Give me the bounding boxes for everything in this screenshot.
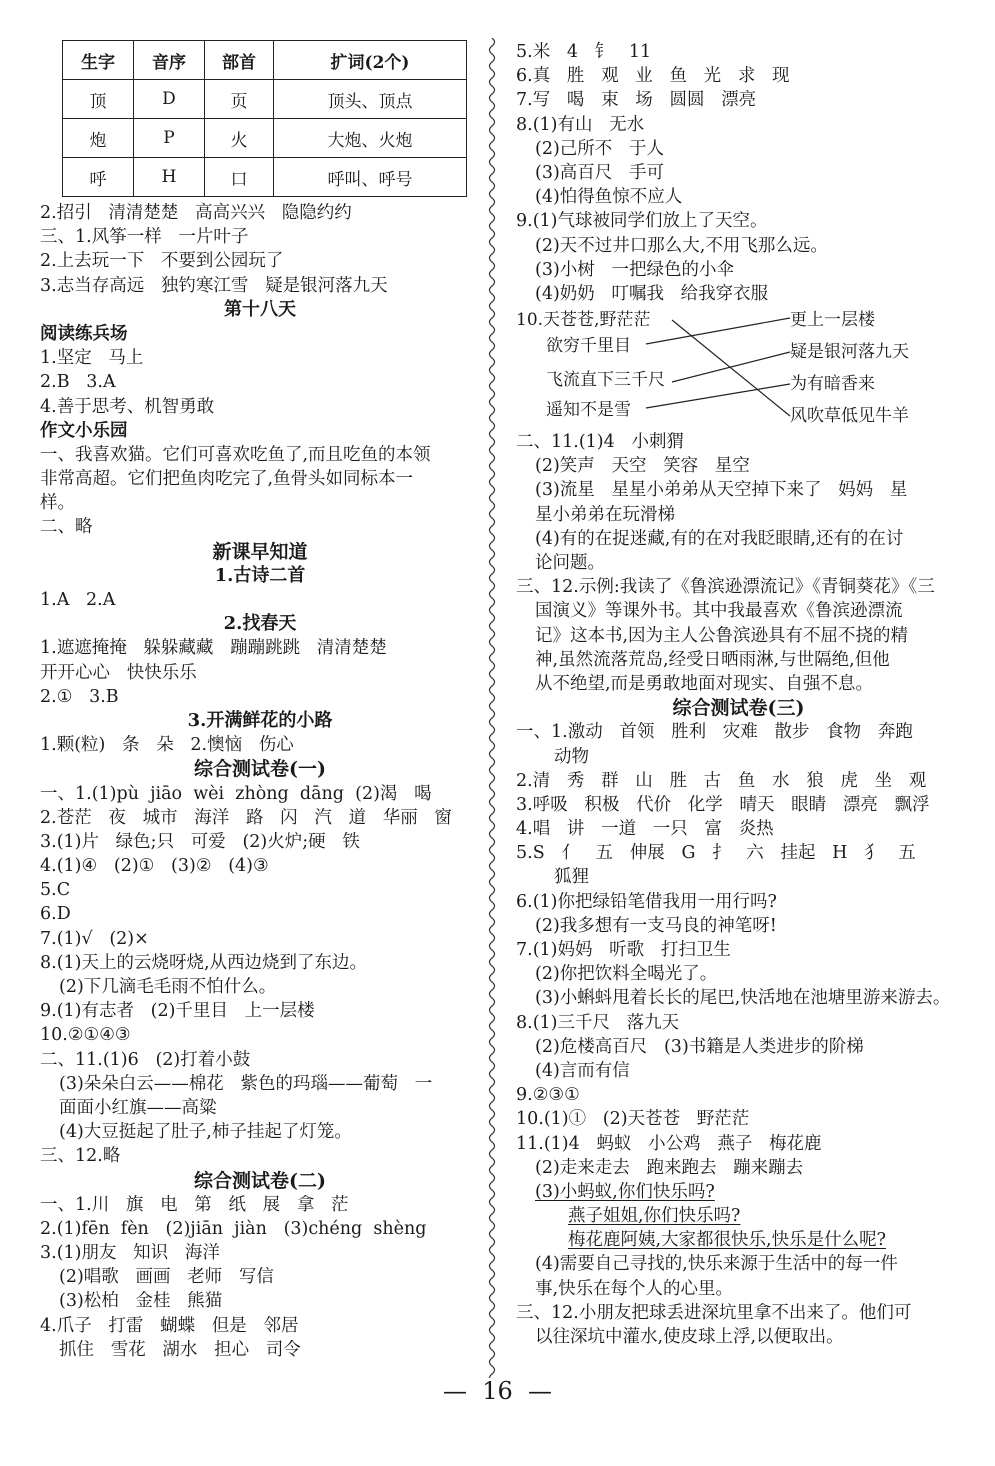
answer-line: 2.清 秀 群 山 胜 古 鱼 水 狼 虎 坐 观 (516, 770, 927, 791)
answer-line: 样。 (40, 493, 75, 514)
answer-line: (3)松柏 金桂 熊猫 (59, 1291, 223, 1312)
table-header-row (63, 41, 467, 80)
table-header: 部首 (205, 41, 274, 80)
answer-line: 9.(1)有志者 (2)千里目 上一层楼 (40, 1001, 315, 1022)
answer-line: 神,虽然流落荒岛,经受日晒雨淋,与世隔绝,但他 (535, 649, 890, 670)
underlined-answer: (3)小蚂蚁,你们快乐吗? (535, 1181, 715, 1202)
table-cell: 火 (205, 119, 274, 158)
answer-line: 论问题。 (535, 553, 605, 573)
answer-line: 国演义》等课外书。其中我最喜欢《鲁滨逊漂流 (535, 601, 903, 622)
answer-line: (3)朵朵白云——棉花 紫色的玛瑙——葡萄 一 (59, 1073, 433, 1094)
match-line (672, 352, 790, 382)
answer-line: 2.招引 清清楚楚 高高兴兴 隐隐约约 (40, 203, 352, 223)
answer-line: 记》这本书,因为主人公鲁滨逊具有不屈不挠的精 (535, 625, 909, 646)
answer-line: 抓住 雪花 湖水 担心 司令 (59, 1339, 301, 1360)
match-left-item: 10.天苍苍,野茫茫 (516, 310, 651, 331)
answer-line: 3.(1)片 绿色;只 可爱 (2)火炉;硬 铁 (40, 831, 360, 852)
answer-line: (3)流星 星星小弟弟从天空掉下来了 妈妈 星 (535, 480, 908, 501)
answer-line: 一、1.川 旗 电 第 纸 展 拿 茫 (40, 1194, 349, 1215)
answer-line: 5.S 亻 五 伸展 G 扌 六 挂起 H 犭 五 (516, 843, 916, 864)
answer-line: 开开心心 快快乐乐 (40, 662, 197, 683)
answer-line: (2)唱歌 画画 老师 写信 (59, 1267, 274, 1288)
answer-line: 星小弟弟在玩滑梯 (535, 504, 675, 525)
section-title: 新课早知道 (212, 540, 308, 563)
answer-line: (2)己所不 于人 (535, 138, 664, 159)
writing-section-title: 作文小乐园 (40, 420, 128, 441)
answer-line: (4)大豆挺起了肚子,柿子挂起了灯笼。 (59, 1122, 352, 1143)
answer-line: 二、11.(1)6 (2)打着小鼓 (40, 1049, 251, 1070)
answer-line: 8.(1)天上的云烧呀烧,从西边烧到了东边。 (40, 952, 368, 973)
answer-line: 7.(1)妈妈 听歌 打扫卫生 (516, 940, 731, 960)
answer-line: 二、略 (40, 517, 93, 538)
answer-line: 面面小红旗——高粱 (59, 1097, 217, 1118)
answer-line: (2)你把饮料全喝光了。 (535, 964, 718, 985)
table-cell: D (134, 80, 205, 119)
answer-line: (2)走来走去 跑来跑去 蹦来蹦去 (535, 1157, 804, 1178)
answer-line: 7.(1)√ (2)× (40, 928, 149, 949)
answer-line: 4.(1)④ (2)① (3)② (4)③ (40, 856, 269, 877)
table-cell: 呼 (63, 158, 134, 197)
answer-line: (3)小蝌蚪甩着长长的尾巴,快活地在池塘里游来游去。 (535, 988, 951, 1009)
underlined-answer: 燕子姐姐,你们快乐吗? (568, 1206, 741, 1227)
table-header: 生字 (63, 41, 134, 80)
answer-line: 以往深坑中灌水,使皮球上浮,以便取出。 (535, 1327, 844, 1347)
lesson-title: 2.找春天 (223, 613, 297, 635)
answer-line: 8.(1)有山 无水 (516, 114, 645, 135)
page-number: 16 (482, 1377, 513, 1405)
answer-line: 11.(1)4 蚂蚁 小公鸡 燕子 梅花鹿 (516, 1133, 822, 1154)
section-title: 综合测试卷(三) (672, 697, 805, 720)
answer-line (516, 1228, 961, 1252)
answer-line: 5.C (40, 880, 71, 901)
underlined-answer: 梅花鹿阿姨,大家都很快乐,快乐是什么呢? (568, 1230, 887, 1251)
match-right-item: 疑是银河落九天 (790, 342, 909, 363)
answer-line: (2)笑声 天空 笑容 星空 (535, 456, 750, 477)
answer-line (516, 1204, 961, 1228)
answer-line: 一、1.激动 首领 胜利 灾难 散步 食物 奔跑 (516, 722, 913, 743)
table-cell: 炮 (63, 119, 134, 158)
answer-line: 三、12.示例:我读了《鲁滨逊漂流记》《青铜葵花》《三 (516, 577, 935, 598)
answer-line (516, 1180, 961, 1204)
section-title: 综合测试卷(二) (194, 1169, 326, 1192)
match-right-item: 为有暗香来 (790, 374, 875, 395)
answer-line: 1.A 2.A (40, 590, 116, 610)
table-header: 扩词(2个) (274, 41, 467, 80)
answer-line: 一、1.(1)pù jiāo wèi zhòng dāng (2)渴 喝 (40, 783, 432, 804)
answer-line: 三、12.略 (40, 1146, 121, 1167)
answer-line: 7.写 喝 束 场 圆圆 漂亮 (516, 90, 757, 111)
poem-matching-exercise (516, 308, 961, 430)
table-cell: H (134, 158, 205, 197)
answer-line: 3.(1)朋友 知识 海洋 (40, 1243, 220, 1264)
answer-line: 10.(1)① (2)天苍苍 野茫茫 (516, 1109, 750, 1130)
table-cell: 口 (205, 158, 274, 197)
answer-line: 一、我喜欢猫。它们可喜欢吃鱼了,而且吃鱼的本领 (40, 444, 431, 465)
answer-line: 2.① 3.B (40, 686, 119, 707)
match-left-item: 欲穷千里目 (546, 336, 631, 357)
match-right-item: 更上一层楼 (790, 310, 875, 331)
answer-line: 狐狸 (554, 867, 589, 888)
answer-line: 4.善于思考、机智勇敢 (40, 396, 215, 417)
match-left-item: 遥知不是雪 (546, 400, 631, 421)
match-right-item: 风吹草低见牛羊 (790, 406, 909, 427)
table-cell: 大炮、火炮 (274, 119, 467, 158)
answer-line: (2)危楼高百尺 (3)书籍是人类进步的阶梯 (535, 1036, 864, 1057)
table-cell: 页 (205, 80, 274, 119)
answer-line: 2.上去玩一下 不要到公园玩了 (40, 251, 284, 272)
table-row (63, 158, 467, 197)
match-line (646, 384, 790, 408)
answer-line: 4.爪子 打雷 蝴蝶 但是 邻居 (40, 1315, 299, 1336)
reading-section-title: 阅读练兵场 (40, 323, 128, 344)
answer-line: (2)我多想有一支马良的神笔呀! (535, 915, 777, 936)
answer-line: (4)奶奶 叮嘱我 给我穿衣服 (535, 283, 769, 304)
match-left-item: 飞流直下三千尺 (546, 370, 665, 391)
answer-line: 6.真 胜 观 业 鱼 光 求 现 (516, 66, 790, 87)
answer-line: (2)天不过井口那么大,不用飞那么远。 (535, 235, 828, 256)
answer-line: 9.②③① (516, 1085, 580, 1106)
table-cell: P (134, 119, 205, 158)
table-cell: 顶头、顶点 (274, 80, 467, 119)
table-row (63, 119, 467, 158)
answer-line: (4)怕得鱼惊不应人 (535, 187, 683, 208)
answer-line: 2.苍茫 夜 城市 海洋 路 闪 汽 道 华丽 窗 (40, 807, 452, 828)
answer-line: 1.坚定 马上 (40, 348, 144, 369)
answer-line: (2)下几滴毛毛雨不怕什么。 (59, 977, 277, 997)
answer-line: 1.颗(粒) 条 朵 2.懊恼 伤心 (40, 735, 294, 756)
answer-line: 9.(1)气球被同学们放上了天空。 (516, 211, 768, 232)
answer-line: (4)需要自己寻找的,快乐来源于生活中的每一件 (535, 1254, 898, 1275)
day-title: 第十八天 (224, 298, 296, 320)
page-footer: — 16 — (442, 1377, 553, 1405)
answer-line: (3)小树 一把绿色的小伞 (535, 259, 734, 280)
answer-line: (3)高百尺 手可 (535, 162, 664, 183)
answer-line: 5.米 4 钅 11 (516, 42, 652, 62)
match-line (646, 318, 790, 344)
answer-line: 6.D (40, 904, 71, 925)
answer-line: 2.B 3.A (40, 372, 116, 393)
match-line (672, 320, 790, 416)
right-column (516, 40, 961, 1349)
table-header: 音序 (134, 41, 205, 80)
answer-line: 二、11.(1)4 小刺猬 (516, 432, 684, 453)
left-column (40, 40, 480, 1362)
lesson-title: 3.开满鲜花的小路 (187, 709, 333, 731)
table-cell: 呼叫、呼号 (274, 158, 467, 197)
answer-line: (4)有的在捉迷藏,有的在对我眨眼睛,还有的在讨 (535, 528, 904, 549)
column-divider (486, 38, 498, 1378)
table-row (63, 80, 467, 119)
answer-line: 4.唱 讲 一道 一只 富 炎热 (516, 819, 774, 840)
lesson-title: 1.古诗二首 (214, 564, 306, 586)
answer-line: 非常高超。它们把鱼肉吃完了,鱼骨头如同标本一 (40, 469, 414, 490)
answer-line: 事,快乐在每个人的心里。 (535, 1278, 734, 1299)
answer-line: 三、12.小朋友把球丢进深坑里拿不出来了。他们可 (516, 1302, 912, 1323)
answer-line: (4)言而有信 (535, 1060, 630, 1081)
answer-line: 从不绝望,而是勇敢地面对现实、自强不息。 (535, 673, 874, 694)
answer-line: 6.(1)你把绿铅笔借我用一用行吗? (516, 891, 777, 912)
section-title: 综合测试卷(一) (194, 758, 326, 781)
answer-line: 3.呼吸 积极 代价 化学 晴天 眼睛 漂亮 飘浮 (516, 794, 930, 815)
answer-line: 8.(1)三千尺 落九天 (516, 1012, 680, 1033)
answer-line: 2.(1)fēn fèn (2)jiān jiàn (3)chéng shèng (40, 1218, 427, 1239)
answer-line: 1.遮遮掩掩 躲躲藏藏 蹦蹦跳跳 清清楚楚 (40, 638, 387, 659)
answer-line: 3.志当存高远 独钓寒江雪 疑是银河落九天 (40, 275, 388, 296)
table-cell: 顶 (63, 80, 134, 119)
answer-line: 三、1.风筝一样 一片叶子 (40, 227, 249, 248)
character-table (62, 40, 467, 197)
answer-line: 动物 (554, 746, 589, 767)
answer-line: 10.②①④③ (40, 1025, 131, 1046)
